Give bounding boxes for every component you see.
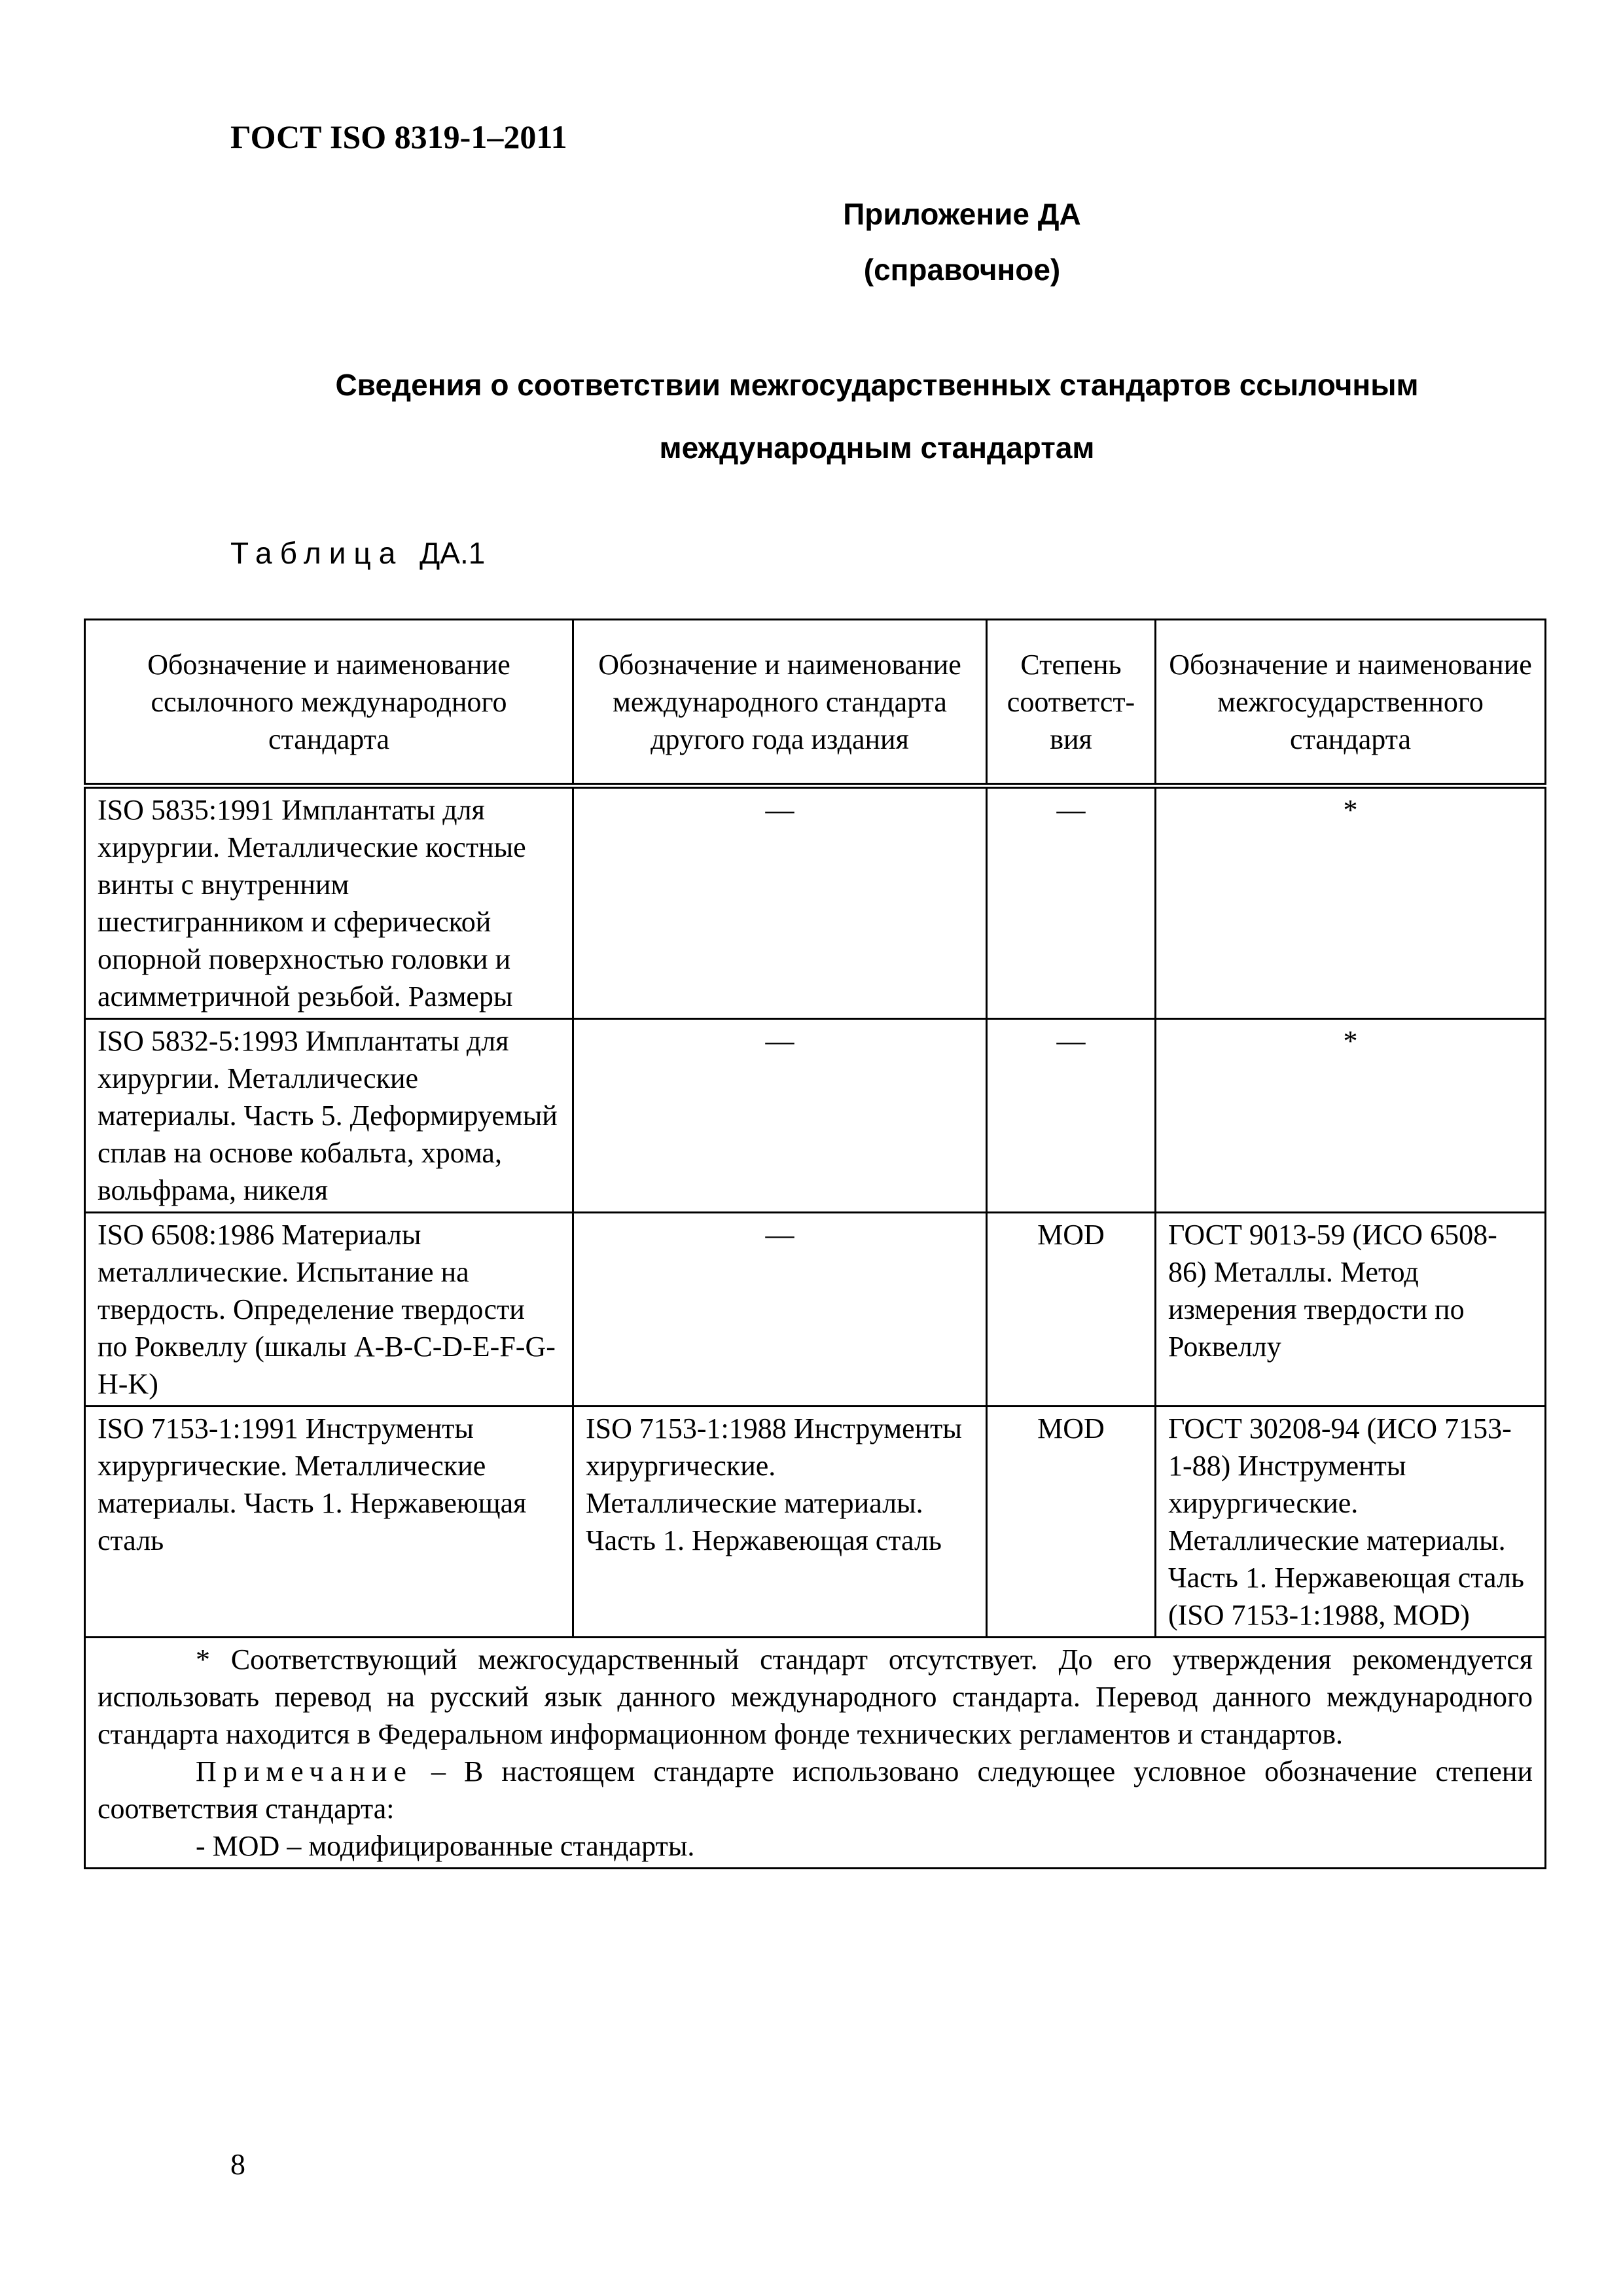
- table-row: [85, 1019, 1546, 1213]
- footnote: * Соответствующий межгосударственный стандарт отсутствует. До его утверждения рекомендуется использовать перевод на русский язык данного международного стандарта. Перевод данного международного стандарта находится в Федеральном информационном фонде технических регламентов и стандартов.: [98, 1643, 1533, 1750]
- note-text: – В настоящем стандарте использовано следующее условное обозначение степени соответствия стандарта:: [98, 1755, 1533, 1825]
- cell-degree: MOD: [987, 1407, 1156, 1638]
- cell-interstate: *: [1156, 786, 1546, 1019]
- header-degree: Степень соответст-вия: [987, 620, 1156, 786]
- page-number: 8: [230, 2147, 245, 2181]
- cell-ref: ISO 7153-1:1991 Инструменты хирургические. Металлические материалы. Часть 1. Нержавеющая сталь: [85, 1407, 573, 1638]
- table-label: [230, 535, 485, 571]
- header-ref-standard: Обозначение и наименование ссылочного международного стандарта: [85, 620, 573, 786]
- table-row: [85, 786, 1546, 1019]
- table-label-number: ДА.1: [419, 536, 486, 570]
- section-title: Сведения о соответствии межгосударственных стандартов ссылочным международным стандартам: [335, 368, 1419, 465]
- cell-degree: MOD: [987, 1213, 1156, 1407]
- table-notes: [85, 1638, 1546, 1869]
- standard-code: ГОСТ ISO 8319-1–2011: [230, 118, 567, 155]
- cell-ref: ISO 5835:1991 Имплантаты для хирургии. Металлические костные винты с внутренним шестигранником и сферической опорной поверхностью головки и асимметричной резьбой. Размеры: [85, 786, 573, 1019]
- cell-ref: ISO 5832-5:1993 Имплантаты для хирургии. Металлические материалы. Часть 5. Деформируемый сплав на основе кобальта, хрома, вольфрама, никеля: [85, 1019, 573, 1213]
- note-word: Примечание: [196, 1755, 413, 1787]
- note: [98, 1753, 1533, 1827]
- cell-other: —: [573, 1019, 987, 1213]
- annex-type: (справочное): [863, 253, 1061, 287]
- cell-interstate: ГОСТ 9013-59 (ИСО 6508-86) Металлы. Метод измерения твердости по Роквеллу: [1156, 1213, 1546, 1407]
- header-interstate-standard: Обозначение и наименование межгосударственного стандарта: [1156, 620, 1546, 786]
- annex-title: Приложение ДА: [843, 197, 1081, 231]
- table-row: [85, 1407, 1546, 1638]
- table-row: [85, 1213, 1546, 1407]
- note-item: - MOD – модифицированные стандарты.: [196, 1830, 695, 1862]
- table-header-row: [85, 620, 1546, 786]
- table-note-row: [85, 1638, 1546, 1869]
- cell-degree: —: [987, 1019, 1156, 1213]
- cell-degree: —: [987, 786, 1156, 1019]
- correspondence-table: [84, 619, 1546, 1869]
- cell-other: —: [573, 786, 987, 1019]
- cell-interstate: ГОСТ 30208-94 (ИСО 7153-1-88) Инструменты хирургические. Металлические материалы. Часть 1. Нержавеющая сталь (ISO 7153-1:1988, MOD): [1156, 1407, 1546, 1638]
- header-other-edition: Обозначение и наименование международного стандарта другого года издания: [573, 620, 987, 786]
- cell-other: —: [573, 1213, 987, 1407]
- cell-other: ISO 7153-1:1988 Инструменты хирургические. Металлические материалы. Часть 1. Нержавеющая сталь: [573, 1407, 987, 1638]
- table-label-word: Таблица: [230, 536, 404, 570]
- cell-interstate: *: [1156, 1019, 1546, 1213]
- cell-ref: ISO 6508:1986 Материалы металлические. Испытание на твердость. Определение твердости по Роквеллу (шкалы A-B-C-D-E-F-G-H-K): [85, 1213, 573, 1407]
